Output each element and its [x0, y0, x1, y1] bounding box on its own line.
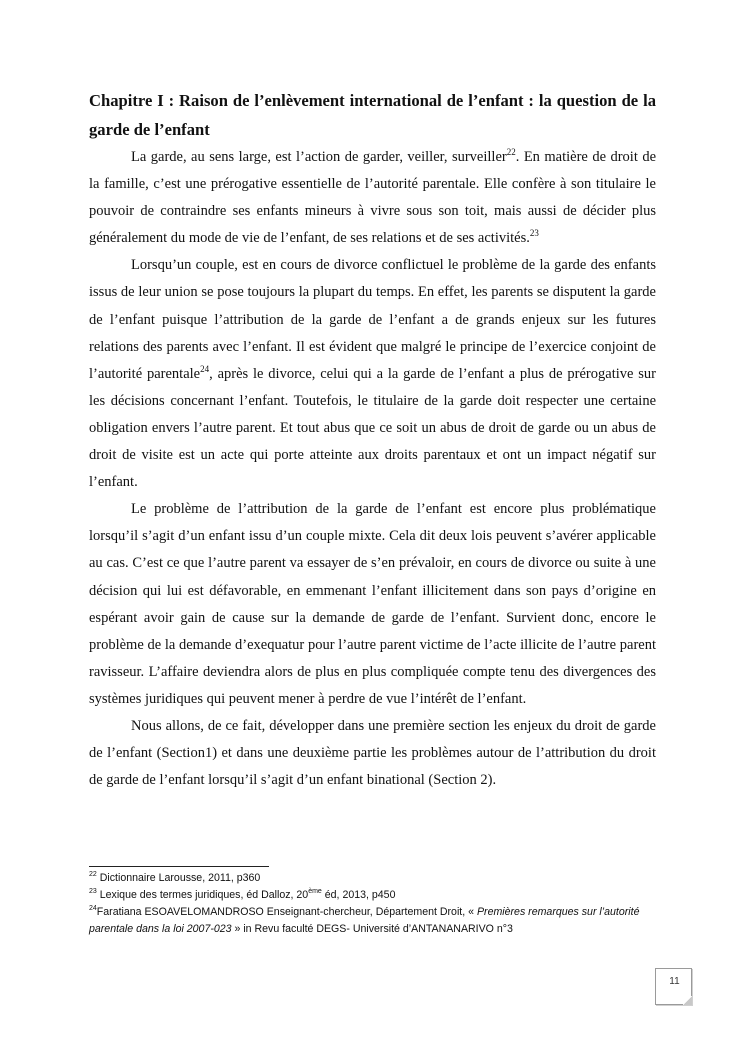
- chapter-title: Chapitre I : Raison de l’enlèvement international de l’enfant : la question de la garde de l’enfant: [89, 91, 656, 139]
- page-number-box: [655, 968, 692, 1005]
- paragraph-1-text-a: La garde, au sens large, est l’action de garder, veiller, surveiller: [131, 149, 507, 165]
- paragraph-1: [89, 144, 656, 252]
- footnote-22-text: Dictionnaire Larousse, 2011, p360: [96, 872, 261, 884]
- footnote-24-mark: 24: [89, 905, 97, 913]
- footnote-22: [89, 870, 656, 887]
- footnote-ref-23[interactable]: 23: [529, 228, 539, 239]
- footnote-23-text-b: éd, 2013, p450: [321, 889, 396, 901]
- footnote-22-mark: 22: [89, 871, 97, 879]
- footnote-23-text-a: Lexique des termes juridiques, éd Dalloz, 20: [96, 889, 309, 901]
- footnote-24-text-a: Faratiana ESOAVELOMANDROSO Enseignant-chercheur, Département Droit, «: [96, 906, 477, 918]
- paragraph-3: Le problème de l’attribution de la garde de l’enfant est encore plus problématique lorsqu’il s’agit d’un enfant issu d’un couple mixte. Cela dit deux lois peuvent s’avérer applicable au cas. C’est ce que l’autre parent va essayer de s’en prévaloir, en cours de divorce ou suite à une décision qui lui est défavorable, en emmenant l’enfant illicitement dans son pays d’origine en espérant avoir gain de cause sur la demande de garde de l’enfant. Survient donc, encore le problème de la demande d’exequatur pour l’autre parent victime de l’acte illicite de l’autre parent ravisseur. L’affaire deviendra alors de plus en plus compliquée compte tenu des divergences des systèmes juridiques qui peuvent mener à perdre de vue l’intérêt de l’enfant.: [89, 501, 656, 707]
- paragraph-1-text-b: . En matière de droit de la famille, c’est une prérogative essentielle de l’autorité parentale. Elle confère à son titulaire le pouvoir de contraindre ses enfants mineurs à vivre sous son toit, mais aussi de décider plus généralement du mode de vie de l’enfant, de ses relations et de ses activités.: [89, 149, 657, 247]
- footnote-ref-24[interactable]: 24: [200, 363, 210, 374]
- footnotes: [89, 870, 656, 938]
- footnote-24-text-b: » in Revu faculté DEGS- Université d’ANTANANARIVO n°3: [231, 923, 513, 935]
- paragraph-2: [89, 252, 656, 496]
- page-number: 11: [669, 976, 680, 987]
- footnote-24-italic-title: Premières remarques sur l’autorité parentale dans la loi 2007-023: [89, 906, 640, 935]
- paragraph-2-text-b: , après le divorce, celui qui a la garde de l’enfant a plus de prérogative sur les décisions concernant l’enfant. Toutefois, le titulaire de la garde doit respecter une certaine obligation envers l’autre parent. Et tout abus que ce soit un abus de droit de garde ou un abus de droit de visite est un acte qui porte atteinte aux droits parentaux et ont un impact négatif sur l’enfant.: [89, 365, 656, 491]
- paragraph-2-text-a: Lorsqu’un couple, est en cours de divorce conflictuel le problème de la garde des enfants issus de leur union se pose toujours la plupart du temps. En effet, les parents se disputent la garde de l’enfant puisque l’attribution de la garde de l’enfant a de grands enjeux sur les futures relations des parents avec l’enfant. Il est évident que malgré le principe de l’exercice conjoint de l’autorité parentale: [89, 257, 656, 382]
- paragraph-4: Nous allons, de ce fait, développer dans une première section les enjeux du droit de garde de l’enfant (Section1) et dans une deuxième partie les problèmes autour de l’attribution du droit de garde de l’enfant lorsqu’il s’agit d’un enfant binational (Section 2).: [89, 717, 656, 789]
- footnote-23-superscript: ème: [308, 888, 322, 896]
- main-text: [89, 86, 656, 794]
- footnote-23: [89, 887, 656, 904]
- footnote-ref-22[interactable]: 22: [506, 147, 516, 158]
- footnote-23-mark: 23: [89, 888, 97, 896]
- footnote-separator: [89, 866, 269, 867]
- footnote-24: [89, 904, 656, 938]
